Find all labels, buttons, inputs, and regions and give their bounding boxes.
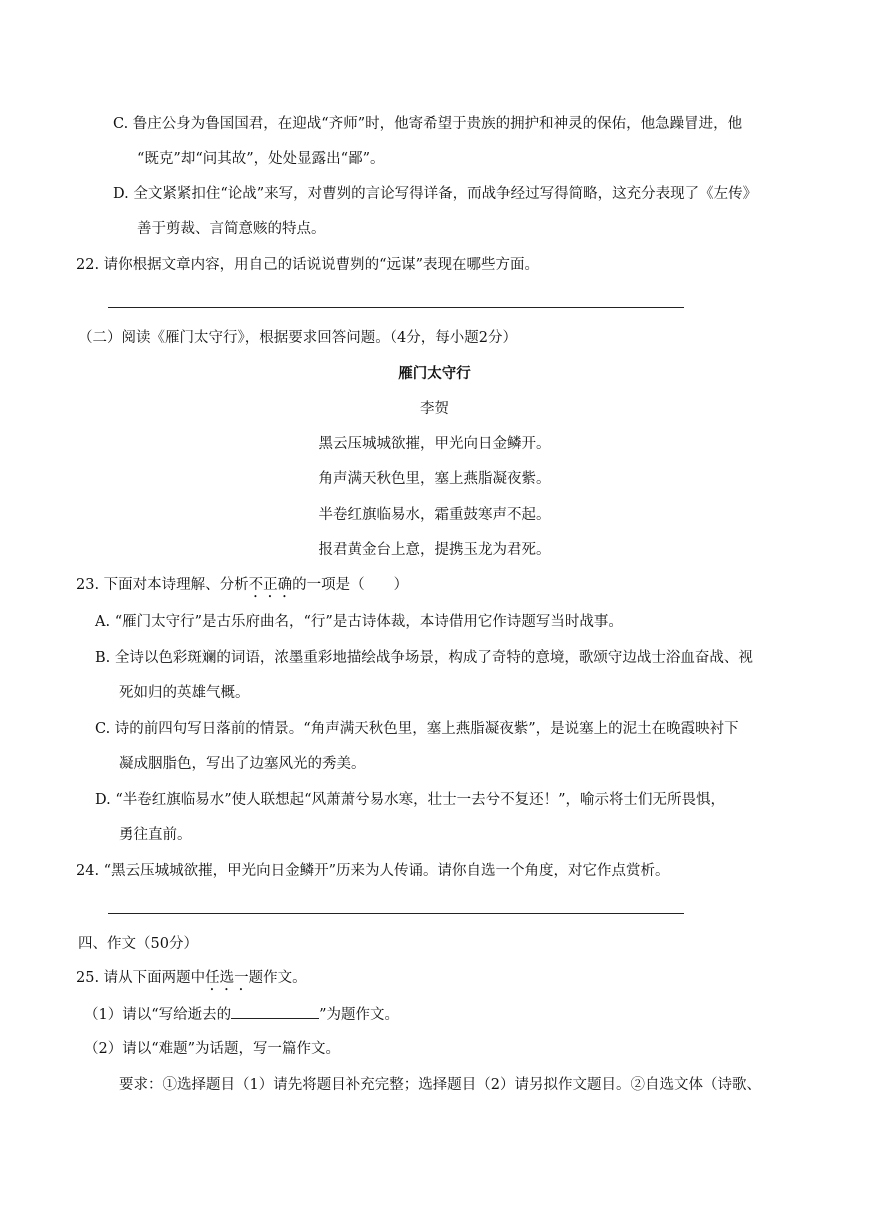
essay-option-1: （1）请以“写给逝去的 ”为题作文。 — [84, 1004, 399, 1025]
q21-option-d-line1: D. 全文紧紧扣住“论战”来写，对曹刿的言论写得详备，而战争经过写得简略，这充分表现了《左传》 — [113, 186, 758, 202]
poem-line: 报君黄金台上意，提携玉龙为君死。 — [318, 542, 551, 558]
poem-line: 角声满天秋色里，塞上燕脂凝夜紫。 — [318, 471, 551, 487]
question-23-stem: 23. 下面对本诗理解、分析不正确的一项是（ ） — [76, 577, 409, 593]
section-2-heading: （二）阅读《雁门太守行》，根据要求回答问题。（4分，每小题2分） — [78, 330, 517, 346]
q23-option-c-line2: 凝成胭脂色，写出了边塞风光的秀美。 — [119, 756, 366, 772]
section-4-heading: 四、作文（50分） — [78, 936, 198, 952]
q23-option-b-line1: B. 全诗以色彩斑斓的词语，浓墨重彩地描绘战争场景，构成了奇特的意境，歌颂守边战士浴血奋战、视 — [95, 650, 753, 666]
question-24: 24. “黑云压城城欲摧，甲光向日金鳞开”历来为人传诵。请你自选一个角度，对它作点赏析。 — [76, 863, 670, 879]
q23-option-d-line2: 勇往直前。 — [119, 827, 192, 843]
essay-requirements: 要求：①选择题目（1）请先将题目补充完整；选择题目（2）请另拟作文题目。②自选文体（诗歌、 — [119, 1077, 761, 1093]
poem-author: 李贺 — [420, 401, 449, 417]
q23-option-d-line1: D. “半卷红旗临易水”使人联想起“风萧萧兮易水寒，壮士一去兮不复还！”，喻示将士们无所畏惧， — [95, 792, 725, 808]
q23-option-b-line2: 死如归的英雄气概。 — [119, 685, 250, 701]
fill-in-blank — [231, 1004, 319, 1019]
emphasis-choose-one: 任选一 — [205, 970, 249, 986]
answer-line-24 — [108, 913, 684, 914]
answer-line-22 — [108, 307, 684, 308]
poem-line: 黑云压城城欲摧，甲光向日金鳞开。 — [318, 436, 551, 452]
q23-option-c-line1: C. 诗的前四句写日落前的情景。“角声满天秋色里，塞上燕脂凝夜紫”，是说塞上的泥土在晚霞映衬下 — [95, 721, 739, 737]
q23-option-a: A. “雁门太守行”是古乐府曲名，“行”是古诗体裁，本诗借用它作诗题写当时战事。 — [95, 614, 623, 630]
q21-option-c-line2: “既克”却“问其故”，处处显露出“鄙”。 — [137, 151, 385, 167]
poem-line: 半卷红旗临易水，霜重鼓寒声不起。 — [318, 507, 551, 523]
emphasis-not-correct: 不正确 — [248, 577, 293, 593]
q21-option-d-line2: 善于剪裁、言简意赅的特点。 — [137, 221, 326, 237]
question-22: 22. 请你根据文章内容，用自己的话说说曹刿的“远谋”表现在哪些方面。 — [76, 257, 539, 273]
essay-option-2: （2）请以“难题”为话题，写一篇作文。 — [84, 1041, 341, 1057]
q21-option-c-line1: C. 鲁庄公身为鲁国国君，在迎战“齐师”时，他寄希望于贵族的拥护和神灵的保佑，他急躁冒进，他 — [113, 116, 743, 132]
poem-title: 雁门太守行 — [398, 366, 471, 382]
question-25-stem: 25. 请从下面两题中任选一题作文。 — [76, 970, 307, 986]
